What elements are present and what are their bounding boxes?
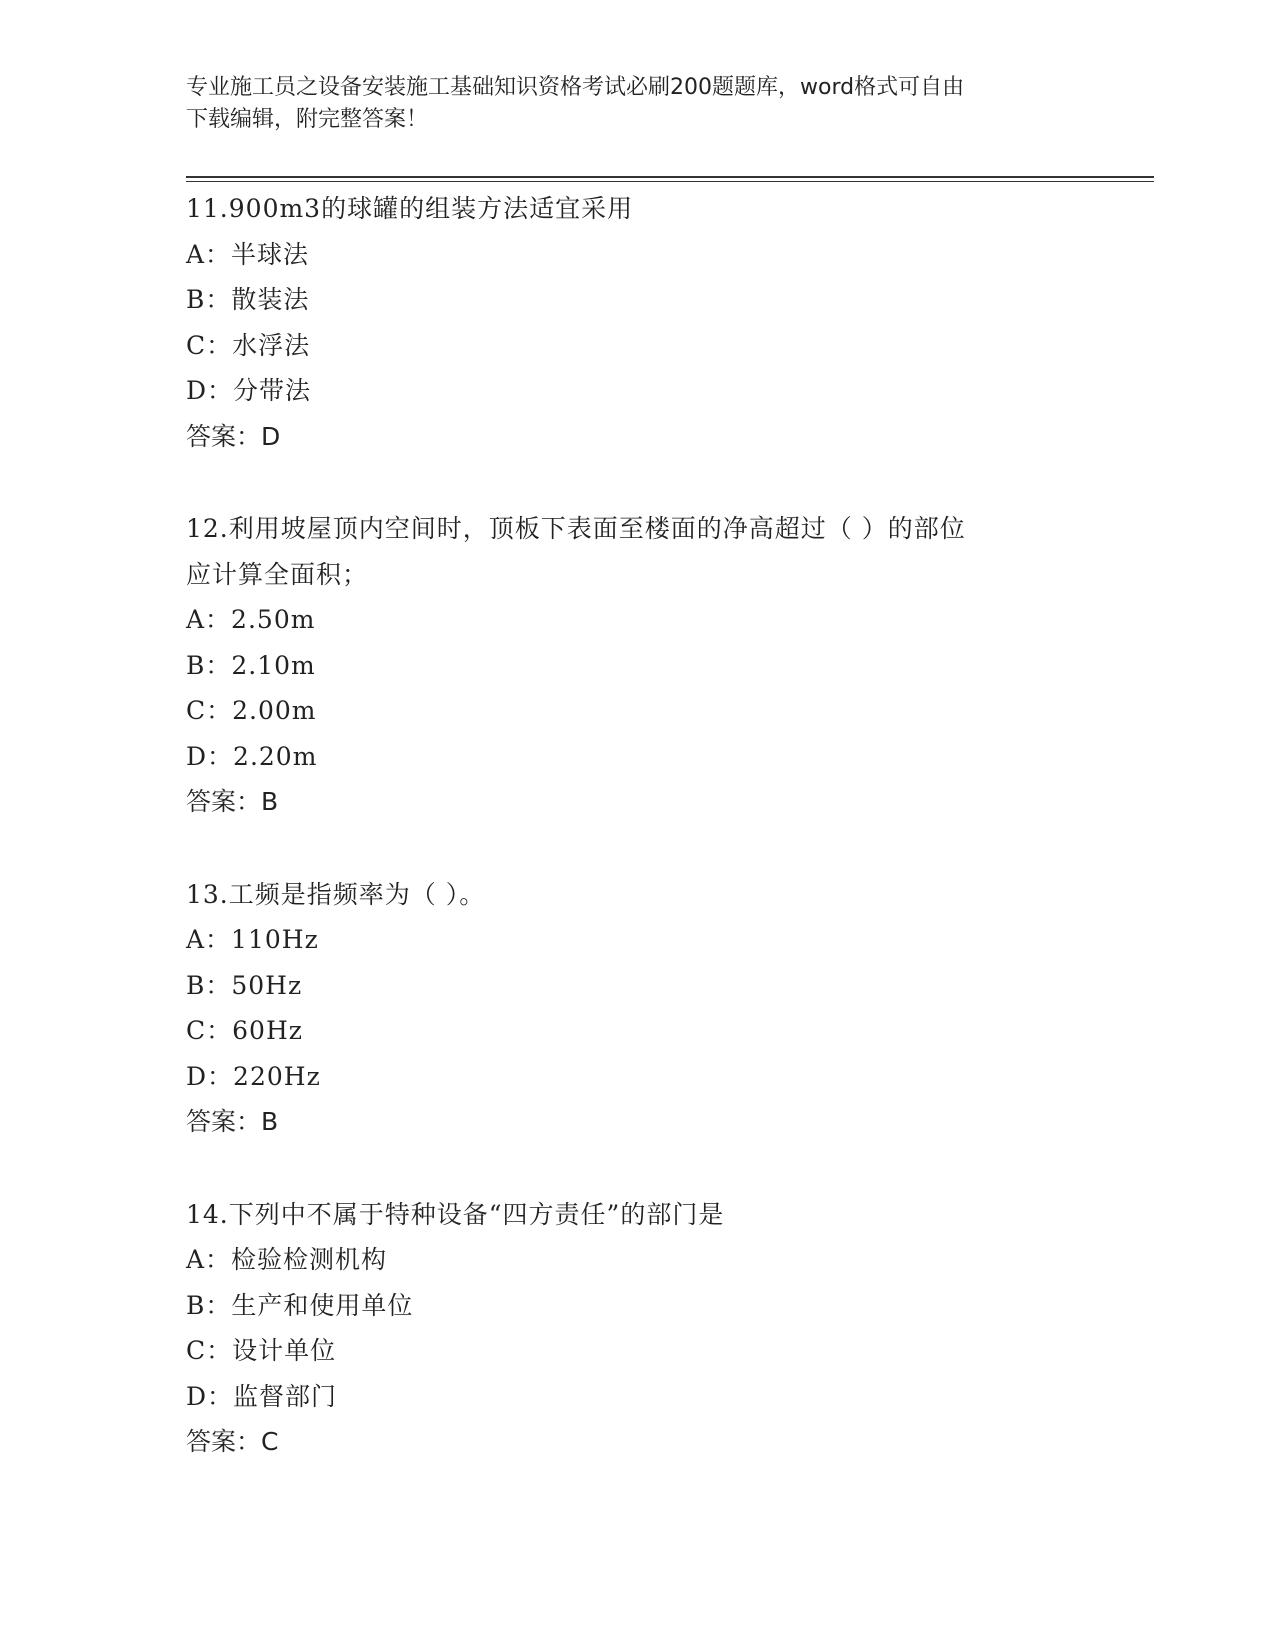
option-d: D：分带法 [186,376,312,405]
question-text-continued: 应计算全面积； [186,559,369,589]
option-b: B：生产和使用单位 [186,1290,414,1320]
answer-line: 答案：B [186,1107,279,1136]
option-a: A：2.50m [186,605,316,634]
option-c: C：60Hz [186,1016,303,1045]
question-block [186,506,1066,825]
option-a: A：检验检测机构 [186,1245,388,1274]
option-d: D：220Hz [186,1061,321,1091]
option-d: D：2.20m [186,741,318,771]
question-text: 13.工频是指频率为（ ）。 [186,879,486,909]
question-text: 12.利用坡屋顶内空间时，顶板下表面至楼面的净高超过（ ）的部位 [186,514,966,543]
option-a: A：110Hz [186,925,319,954]
answer-line: 答案：D [186,421,281,451]
option-d: D：监督部门 [186,1381,338,1411]
question-block [186,1192,1066,1465]
answer-line: 答案：C [186,1427,279,1456]
option-b: B：2.10m [186,650,316,680]
header-divider-thick [186,176,1154,178]
answer-line: 答案：B [186,787,279,816]
question-list [186,186,1066,1512]
question-block [186,872,1066,1145]
option-a: A：半球法 [186,239,310,269]
option-c: C：设计单位 [186,1336,337,1365]
header-divider-thin [186,181,1154,182]
question-block [186,186,1066,459]
option-b: B：散装法 [186,285,310,314]
question-text: 14.下列中不属于特种设备“四方责任”的部门是 [186,1199,725,1229]
header-line-2: 下载编辑，附完整答案！ [186,107,429,132]
question-text: 11.900m3的球罐的组装方法适宜采用 [186,194,634,223]
option-b: B：50Hz [186,970,303,1000]
option-c: C：水浮法 [186,330,311,360]
option-c: C：2.00m [186,696,317,725]
header-line-1: 专业施工员之设备安装施工基础知识资格考试必刷200题题库，word格式可自由 [186,75,965,100]
document-header [186,72,1066,136]
